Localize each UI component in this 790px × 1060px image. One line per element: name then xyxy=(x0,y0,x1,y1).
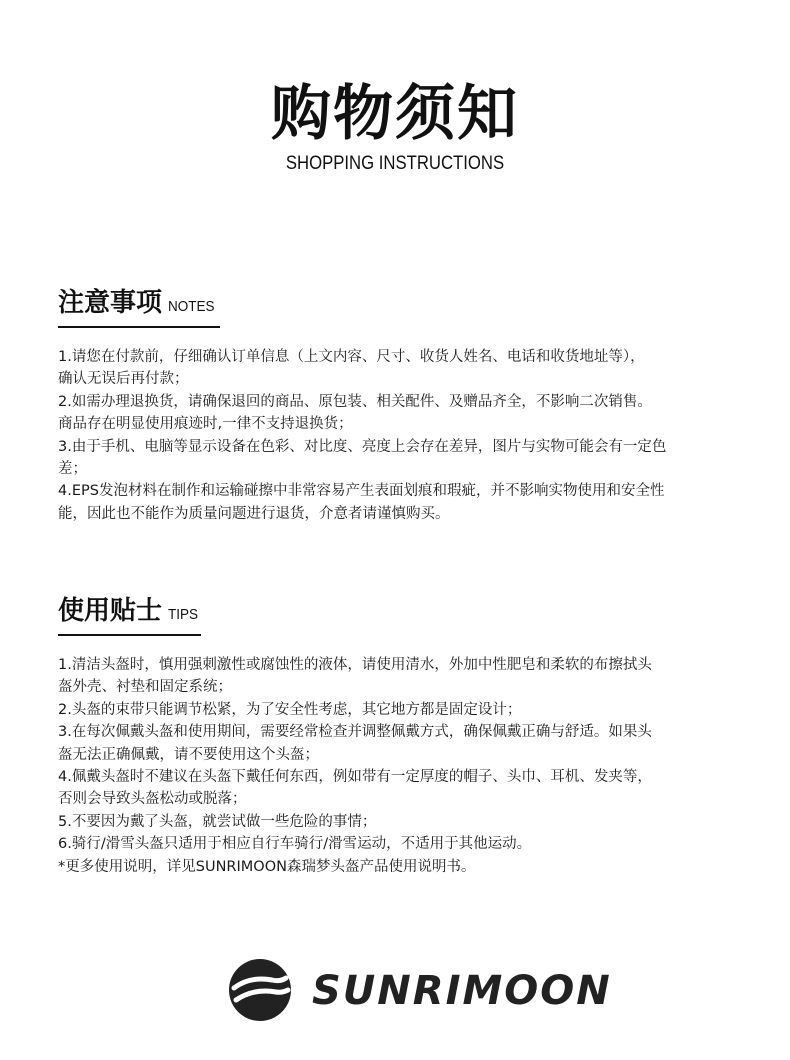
page-subtitle: SHOPPING INSTRUCTIONS xyxy=(285,153,505,174)
tips-line: 2.头盔的束带只能调节松紧，为了安全性考虑，其它地方都是固定设计； xyxy=(58,701,522,718)
tips-line: 否则会导致头盔松动或脱落； xyxy=(58,791,247,808)
tips-line: 3.在每次佩戴头盔和使用期间，需要经常检查并调整佩戴方式，确保佩戴正确与舒适。如果头 xyxy=(58,724,652,741)
notes-heading xyxy=(58,286,220,328)
sun-moon-logo-icon xyxy=(228,958,292,1022)
tips-line: 4.佩戴头盔时不建议在头盔下戴任何东西，例如带有一定厚度的帽子、头巾、耳机、发夹等， xyxy=(58,769,652,786)
tips-line: 盔外壳、衬垫和固定系统； xyxy=(58,679,232,696)
brand-logo xyxy=(228,958,612,1024)
notes-line: 1.请您在付款前，仔细确认订单信息（上文内容、尺寸、收货人姓名、电话和收货地址等）， xyxy=(58,349,645,365)
notes-line: 2.如需办理退换货，请确保退回的商品、原包装、相关配件、及赠品齐全，不影响二次销售。 xyxy=(58,393,652,410)
notes-line: 商品存在明显使用痕迹时,一律不支持退换货； xyxy=(58,416,353,433)
tips-line: 6.骑行/滑雪头盔只适用于相应自行车骑行/滑雪运动，不适用于其他运动。 xyxy=(58,836,532,853)
tips-line: 5.不要因为戴了头盔，就尝试做一些危险的事情； xyxy=(58,813,377,830)
notes-line: 确认无误后再付款； xyxy=(58,371,189,388)
notes-line: 3.由于手机、电脑等显示设备在色彩、对比度、亮度上会存在差异，图片与实物可能会有一定色 xyxy=(58,438,667,455)
tips-heading xyxy=(58,594,201,636)
tips-line: 1.清洁头盔时，慎用强刺激性或腐蚀性的液体，请使用清水，外加中性肥皂和柔软的布擦拭头 xyxy=(58,657,652,673)
notes-line: 4.EPS发泡材料在制作和运输碰擦中非常容易产生表面划痕和瑕疵，并不影响实物使用和安全性 xyxy=(58,483,665,500)
notes-text xyxy=(58,346,738,525)
notes-line: 能，因此也不能作为质量问题进行退货，介意者请谨慎购买。 xyxy=(58,505,450,522)
tips-text xyxy=(58,654,738,878)
notes-line: 差； xyxy=(58,461,87,478)
tips-heading-cn: 使用贴士 xyxy=(58,596,163,626)
tips-line: 盔无法正确佩戴，请不要使用这个头盔； xyxy=(58,746,319,763)
brand-name: SUNRIMOON xyxy=(312,968,612,1014)
page-title: 购物须知 xyxy=(271,79,519,149)
notes-heading-cn: 注意事项 xyxy=(58,288,163,318)
tips-line: *更多使用说明，详见SUNRIMOON森瑞梦头盔产品使用说明书。 xyxy=(58,858,476,875)
notes-heading-en: NOTES xyxy=(168,298,215,315)
tips-heading-en: TIPS xyxy=(168,606,199,623)
